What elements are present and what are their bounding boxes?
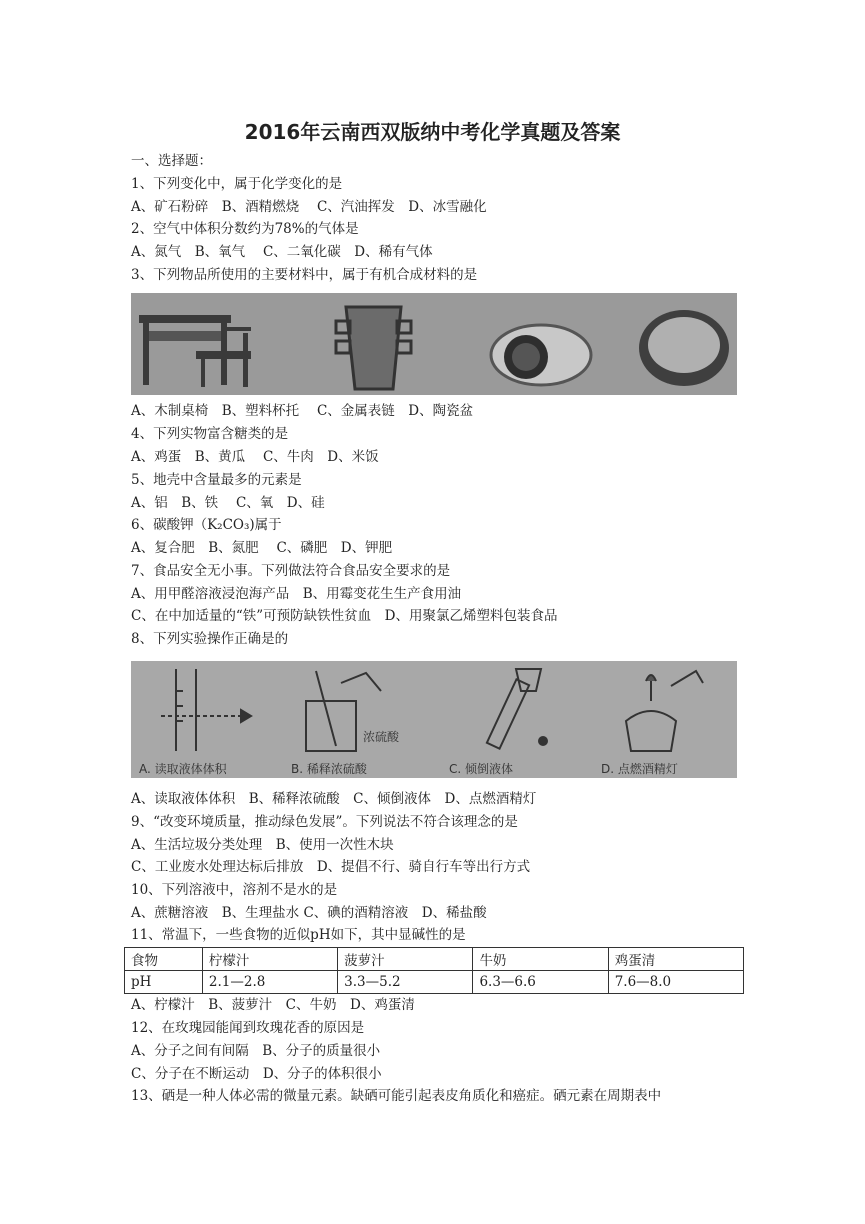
lab-caption-c: C. 倾倒液体	[449, 762, 514, 776]
table-header-row	[125, 948, 744, 971]
table-cell: 3.3—5.2	[338, 971, 473, 994]
question-10: 10、下列溶液中，溶剂不是水的是	[131, 882, 338, 898]
table-cell: 鸡蛋清	[608, 948, 743, 971]
question-9: 9、“改变环境质量，推动绿色发展”。下列说法不符合该理念的是	[131, 814, 518, 830]
materials-photo	[131, 293, 737, 395]
question-8: 8、下列实验操作正确是的	[131, 631, 289, 647]
lab-caption-a: A. 读取液体体积	[139, 762, 227, 776]
ceramic-basin-image	[639, 310, 729, 386]
question-2-options: A、氮气 B、氧气 C、二氧化碳 D、稀有气体	[131, 244, 433, 260]
question-13: 13、硒是一种人体必需的微量元素。缺硒可能引起表皮角质化和癌症。硒元素在周期表中	[131, 1088, 662, 1104]
table-cell: 食物	[125, 948, 203, 971]
question-7: 7、食品安全无小事。下列做法符合食品安全要求的是	[131, 563, 451, 579]
question-1-options: A、矿石粉碎 B、酒精燃烧 C、汽油挥发 D、冰雪融化	[131, 199, 487, 215]
question-12-options-ab: A、分子之间有间隔 B、分子的质量很小	[131, 1043, 381, 1059]
question-4: 4、下列实物富含糖类的是	[131, 426, 289, 442]
table-cell: 6.3—6.6	[473, 971, 608, 994]
question-7-options-cd: C、在中加适量的“铁”可预防缺铁性贫血 D、用聚氯乙烯塑料包装食品	[131, 608, 558, 624]
lab-caption-b: B. 稀释浓硫酸	[291, 762, 367, 776]
table-row	[125, 971, 744, 994]
question-2: 2、空气中体积分数约为78%的气体是	[131, 221, 359, 237]
question-11-options: A、柠檬汁 B、菠萝汁 C、牛奶 D、鸡蛋清	[131, 997, 415, 1013]
document-title: 2016年云南西双版纳中考化学真题及答案	[244, 120, 621, 144]
lab-caption-d: D. 点燃酒精灯	[601, 762, 678, 776]
question-3: 3、下列物品所使用的主要材料中，属于有机合成材料的是	[131, 267, 478, 283]
question-6: 6、碳酸钾（K₂CO₃)属于	[131, 517, 282, 533]
question-6-options: A、复合肥 B、氮肥 C、磷肥 D、钾肥	[131, 540, 393, 556]
question-1: 1、下列变化中，属于化学变化的是	[131, 176, 343, 192]
lab-operations-photo	[131, 661, 737, 778]
question-9-options-ab: A、生活垃圾分类处理 B、使用一次性木块	[131, 837, 394, 853]
section-heading: 一、选择题：	[131, 153, 212, 169]
question-12-options-cd: C、分子在不断运动 D、分子的体积很小	[131, 1066, 382, 1082]
question-12: 12、在玫瑰园能闻到玫瑰花香的原因是	[131, 1020, 365, 1036]
question-11: 11、常温下，一些食物的近似pH如下，其中显碱性的是	[131, 927, 466, 943]
table-cell: 牛奶	[473, 948, 608, 971]
question-10-options: A、蔗糖溶液 B、生理盐水 C、碘的酒精溶液 D、稀盐酸	[131, 905, 487, 921]
acid-label: 浓硫酸	[363, 730, 400, 744]
table-cell: pH	[125, 971, 203, 994]
table-cell: 菠萝汁	[338, 948, 473, 971]
question-5: 5、地壳中含量最多的元素是	[131, 472, 302, 488]
table-cell: 柠檬汁	[202, 948, 337, 971]
table-cell: 2.1—2.8	[202, 971, 337, 994]
question-5-options: A、铝 B、铁 C、氧 D、硅	[131, 495, 325, 511]
table-cell: 7.6—8.0	[608, 971, 743, 994]
question-3-options: A、木制桌椅 B、塑料杯托 C、金属表链 D、陶瓷盆	[131, 403, 474, 419]
question-4-options: A、鸡蛋 B、黄瓜 C、牛肉 D、米饭	[131, 449, 379, 465]
question-9-options-cd: C、工业废水处理达标后排放 D、提倡不行、骑自行车等出行方式	[131, 859, 531, 875]
watch-image	[491, 325, 591, 385]
question-8-options: A、读取液体体积 B、稀释浓硫酸 C、倾倒液体 D、点燃酒精灯	[131, 791, 537, 807]
ph-table	[124, 947, 744, 994]
question-7-options-ab: A、用甲醛溶液浸泡海产品 B、用霉变花生生产食用油	[131, 586, 462, 602]
